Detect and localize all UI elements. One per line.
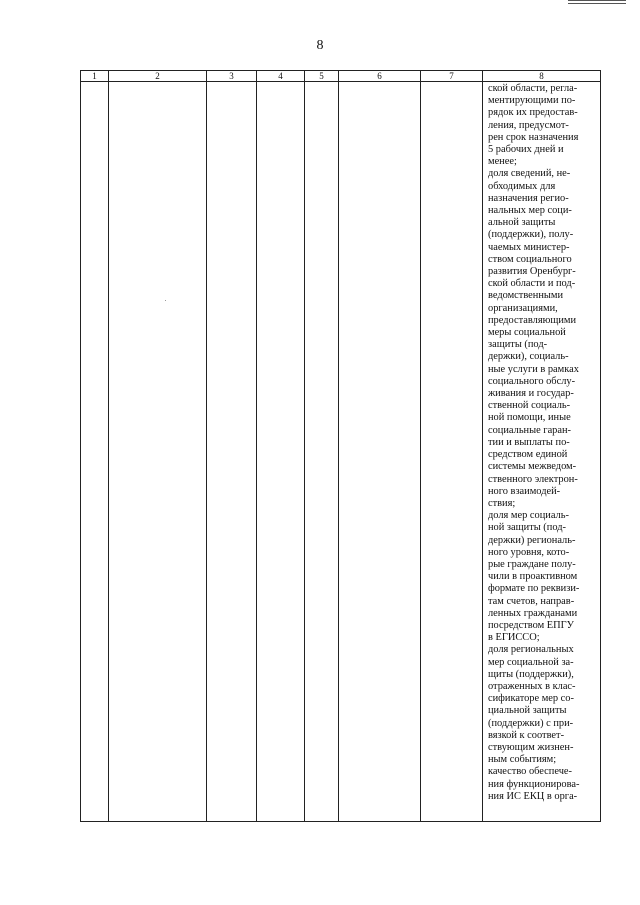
cell-col-8-indicators: ской области, регла- ментирующими по- рядок их предостав- ления, предусмот- рен срок назначения 5 рабочих дней и менее; доля сведений, не- обходимых для назначения регио- нальных мер соци- альной защиты (поддержки), полу- чаемых министер- ством социального развития Оренбург- ской области и под- ведомственными организациями, предоставляющими меры социальной защиты (под- держки), социаль- ные услуги в рамках социального обслу- живания и государ- ственной социаль- ной помощи, иные социальные гаран- тии и выплаты по- средством единой системы межведом- ственного электрон- ного взаимодей- ствия; доля мер социаль- ной защиты (под- держки) региональ- ного уровня, кото- рые граждане полу- чили в проактивном формате по реквизи- там счетов, направ- ленных гражданами посредством ЕПГУ в ЕГИССО; доля региональных мер социальной за- щиты (поддержки), отраженных в клас- сификаторе мер со- циальной защиты (поддержки) с при- вязкой к соответ- ствующим жизнен- ным событиям; качество обеспече- ния функционирова- ния ИС ЕКЦ в орга- — [483, 82, 601, 822]
cell-col-7 — [421, 82, 483, 822]
cell-col-3 — [207, 82, 257, 822]
table-row — [81, 82, 601, 822]
header-row — [81, 71, 601, 82]
cell-col-6 — [339, 82, 421, 822]
cell-col-2 — [109, 82, 207, 822]
column-header-4: 4 — [257, 71, 305, 82]
page-number: 8 — [316, 38, 324, 53]
cell-col-4 — [257, 82, 305, 822]
column-header-7: 7 — [421, 71, 483, 82]
cell-col-1 — [81, 82, 109, 822]
corner-mark — [568, 0, 626, 6]
column-header-3: 3 — [207, 71, 257, 82]
column-header-5: 5 — [305, 71, 339, 82]
cell-col-5 — [305, 82, 339, 822]
column-header-1: 1 — [81, 71, 109, 82]
column-header-6: 6 — [339, 71, 421, 82]
scan-speck — [165, 300, 166, 301]
column-header-8: 8 — [483, 71, 601, 82]
column-header-2: 2 — [109, 71, 207, 82]
document-table — [80, 70, 601, 822]
